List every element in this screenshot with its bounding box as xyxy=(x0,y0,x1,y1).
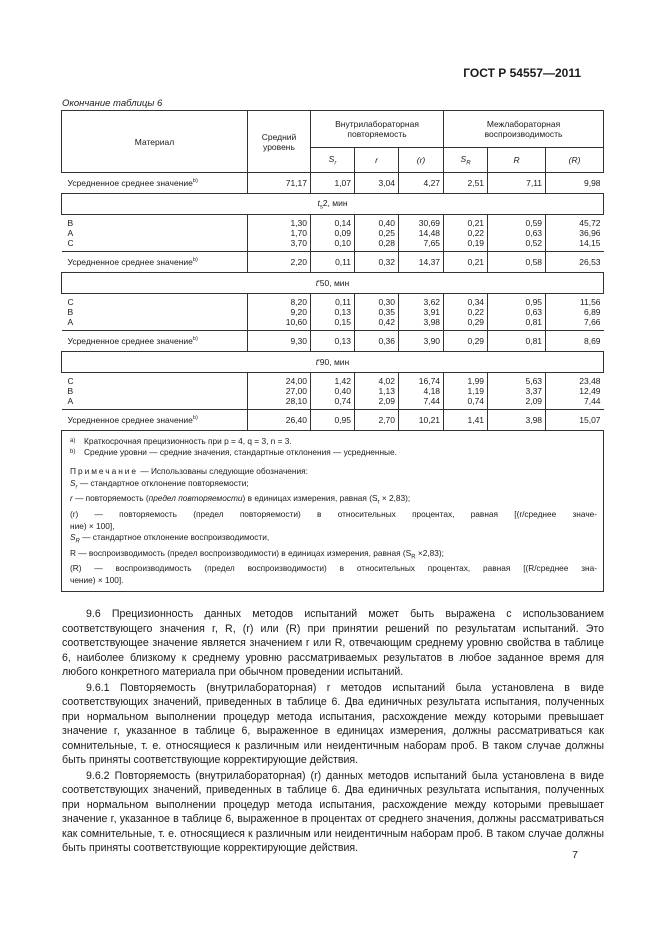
table-cell: 2,51 xyxy=(444,173,488,194)
table-cell: 0,30 xyxy=(355,294,399,308)
body-text xyxy=(62,607,604,857)
table-cell: 0,34 xyxy=(444,294,488,308)
material-cell: А xyxy=(62,317,248,331)
table-cell: 7,65 xyxy=(399,238,444,252)
paragraph-9-6-2: 9.6.2 Повторяемость (внутрилабораторная) (r) данных методов испытаний была установлена в виде соответствующих значений, приведенных в таблице 6. Два единичных результата испытания, полученных при нормальном выполнении процедур метода испытания, расхождение между которыми превышает значение r, указанное в таблице 6, выраженное в процентах от среднего значения, должны рассматриваться как сомнительные, т. е. относящиеся к различным или неидентичным наборам проб. В таком случае должны быть приняты соответствующие корректирующие действия. xyxy=(62,769,604,854)
table-cell: 36,96 xyxy=(546,228,604,238)
material-cell: А xyxy=(62,396,248,410)
table-cell: 0,10 xyxy=(311,238,355,252)
table-cell: 0,15 xyxy=(311,317,355,331)
table-cell: 3,90 xyxy=(399,331,444,352)
material-cell: С xyxy=(67,297,74,307)
table-cell: 8,69 xyxy=(546,331,604,352)
section-title-row xyxy=(62,194,604,215)
material-cell: В xyxy=(67,386,74,396)
table-cell: 2,20 xyxy=(248,252,311,273)
table-cell: 3,04 xyxy=(355,173,399,194)
avg-label: Усредненное среднее значение$^{b)}$ xyxy=(62,252,248,273)
table-cell: 1,07 xyxy=(311,173,355,194)
footnote-a: a) Краткосрочная прецизионность при p = 4, q = 3, n = 3. xyxy=(70,436,292,446)
table-cell: 10,21 xyxy=(399,410,444,431)
table-cell: 0,74 xyxy=(311,396,355,410)
table-cell: 1,42 xyxy=(311,373,355,387)
note-R: R — воспроизводимость (предел воспроизводимости) в единицах измерения, равная $(S_R \times 2,83)$; xyxy=(70,547,444,561)
table-cell: 0,25 xyxy=(355,228,399,238)
table-row xyxy=(62,228,604,238)
material-cell: С xyxy=(67,376,74,386)
section-title: t'90, мин xyxy=(62,352,604,373)
table-cell: 27,00 xyxy=(248,386,311,396)
precision-table-container xyxy=(61,110,603,592)
table-row-average xyxy=(62,331,604,352)
table-row-average xyxy=(62,410,604,431)
table-cell: 0,52 xyxy=(488,238,546,252)
table-cell: 0,36 xyxy=(355,331,399,352)
table-row xyxy=(62,294,604,308)
table-row xyxy=(62,373,604,387)
section-title: $t_s2$, мин xyxy=(62,194,604,215)
precision-table xyxy=(61,110,604,592)
table-cell: 3,98 xyxy=(488,410,546,431)
table-cell: 1,13 xyxy=(355,386,399,396)
table-cell: 0,59 xyxy=(488,215,546,229)
table-row-top-average xyxy=(62,173,604,194)
note-heading: Примечание — Использованы следующие обозначения: xyxy=(70,466,308,477)
section-title: t'50, мин xyxy=(62,273,604,294)
table-cell: 0,09 xyxy=(311,228,355,238)
table-cell: 3,37 xyxy=(488,386,546,396)
table-cell: 3,91 xyxy=(399,307,444,317)
note-R-percent-line1: (R) — воспроизводимость (предел воспроизводимости) в относительных процентах, равная [(R/среднее зна- xyxy=(70,563,598,574)
table-cell: 30,69 xyxy=(399,215,444,229)
col-header-r: r xyxy=(355,148,399,173)
table-cell: 9,20 xyxy=(248,307,311,317)
table-cell: 0,29 xyxy=(444,317,488,331)
table-cell: 0,28 xyxy=(355,238,399,252)
table-sections xyxy=(62,194,604,431)
table-row xyxy=(62,215,604,229)
table-cell: 26,40 xyxy=(248,410,311,431)
table-cell: 11,56 xyxy=(546,294,604,308)
table-cell: 3,62 xyxy=(399,294,444,308)
avg-label: Усредненное среднее значение$^{b)}$ xyxy=(62,331,248,352)
col-header-material: Материал xyxy=(62,111,248,173)
note-r-percent-line2: ние) × 100], xyxy=(70,520,115,531)
material-cell: В xyxy=(67,218,74,228)
table-row xyxy=(62,307,604,317)
note-sr: $S_r$ — стандартное отклонение повторяемости; xyxy=(70,477,249,491)
table-cell: 2,09 xyxy=(488,396,546,410)
table-cell: 8,20 xyxy=(248,294,311,308)
table-cell: 7,44 xyxy=(399,396,444,410)
table-cell: 0,13 xyxy=(311,331,355,352)
table-cell: 3,70 xyxy=(248,238,311,252)
section-title-row xyxy=(62,273,604,294)
table-cell: 7,11 xyxy=(488,173,546,194)
table-cell: 0,40 xyxy=(355,215,399,229)
table-cell: 7,44 xyxy=(546,396,604,410)
table-row xyxy=(62,396,604,410)
table-cell: 0,11 xyxy=(311,252,355,273)
note-sR: $S_R$ — стандартное отклонение воспроизводимости, xyxy=(70,531,270,545)
note-R-percent-line2: чение) × 100]. xyxy=(70,574,124,585)
table-cell: 1,19 xyxy=(444,386,488,396)
table-cell: 14,15 xyxy=(546,238,604,252)
table-row xyxy=(62,386,604,396)
table-cell: 0,63 xyxy=(488,228,546,238)
col-header-R-percent: (R) xyxy=(546,148,604,173)
table-notes xyxy=(62,431,604,592)
table-cell: 0,11 xyxy=(311,294,355,308)
table-row-average xyxy=(62,252,604,273)
table-cell: 0,74 xyxy=(444,396,488,410)
table-cell: 6,89 xyxy=(546,307,604,317)
table-row xyxy=(62,317,604,331)
table-cell: 2,09 xyxy=(355,396,399,410)
paragraph-9-6-1: 9.6.1 Повторяемость (внутрилабораторная) r методов испытаний была установлена в виде соответствующих значений, приведенных в таблице 6. Два единичных результата испытания, полученных при нормальном выполнении процедур метода испытания, расхождение между которыми превышает значение r, указанное в таблице 6, выраженное в единицах измерения, должны рассматриваться как сомнительные, т. е. относящиеся к различным или неидентичным наборам проб. В таком случае должны быть приняты соответствующие корректирующие действия. xyxy=(62,681,604,766)
table-cell: 4,18 xyxy=(399,386,444,396)
table-cell: 71,17 xyxy=(248,173,311,194)
avg-label: Усредненное среднее значение$^{b)}$ xyxy=(62,410,248,431)
note-r-percent-line1: (r) — повторяемость (предел повторяемости) в относительных процентах, равная [(r/среднее значе- xyxy=(70,509,598,520)
group-header-repeatability: Внутрилабораторная повторяемость xyxy=(311,111,444,148)
table-cell: 0,40 xyxy=(311,386,355,396)
col-header-mean-level: Средний уровень xyxy=(248,111,311,173)
table-cell: 2,70 xyxy=(355,410,399,431)
footnote-b: b) Средние уровни — средние значения, стандартные отклонения — усредненные. xyxy=(70,447,397,458)
table-cell: 0,21 xyxy=(444,252,488,273)
table-cell: 4,27 xyxy=(399,173,444,194)
table-cell: 0,29 xyxy=(444,331,488,352)
table-cell: 0,32 xyxy=(355,252,399,273)
table-row xyxy=(62,238,604,252)
table-cell: 0,58 xyxy=(488,252,546,273)
material-cell: С xyxy=(62,238,248,252)
table-cell: 0,81 xyxy=(488,317,546,331)
table-cell: 0,42 xyxy=(355,317,399,331)
table-cell: 10,60 xyxy=(248,317,311,331)
standard-number: ГОСТ Р 54557—2011 xyxy=(463,66,581,80)
table-caption: Окончание таблицы 6 xyxy=(62,98,163,109)
table-cell: 0,22 xyxy=(444,307,488,317)
section-title-row xyxy=(62,352,604,373)
note-r: r — повторяемость (предел повторяемости) в единицах измерения, равная $(S_r \times 2,83)$; xyxy=(70,493,411,507)
table-cell: 1,70 xyxy=(248,228,311,238)
table-cell: 24,00 xyxy=(248,373,311,387)
table-cell: 0,95 xyxy=(311,410,355,431)
table-cell: 0,63 xyxy=(488,307,546,317)
table-cell: 14,37 xyxy=(399,252,444,273)
table-cell: 0,19 xyxy=(444,238,488,252)
material-cell: В xyxy=(67,307,74,317)
page-number: 7 xyxy=(572,849,578,861)
table-cell: 45,72 xyxy=(546,215,604,229)
table-cell: 0,35 xyxy=(355,307,399,317)
table-cell: 9,98 xyxy=(546,173,604,194)
table-cell: 1,30 xyxy=(248,215,311,229)
table-cell: 26,53 xyxy=(546,252,604,273)
group-header-reproducibility: Межлабораторная воспроизводимость xyxy=(444,111,604,148)
table-cell: 0,22 xyxy=(444,228,488,238)
material-cell: А xyxy=(67,228,74,238)
table-cell: 7,66 xyxy=(546,317,604,331)
table-cell: 0,14 xyxy=(311,215,355,229)
table-cell: 16,74 xyxy=(399,373,444,387)
table-cell: 5,63 xyxy=(488,373,546,387)
table-cell: 28,10 xyxy=(248,396,311,410)
table-cell: 0,95 xyxy=(488,294,546,308)
col-header-sR: $S_R$ xyxy=(444,148,488,173)
table-cell: 0,21 xyxy=(444,215,488,229)
table-cell: 15,07 xyxy=(546,410,604,431)
col-header-r-percent: (r) xyxy=(399,148,444,173)
col-header-R: R xyxy=(488,148,546,173)
table-cell: 0,81 xyxy=(488,331,546,352)
table-cell: 9,30 xyxy=(248,331,311,352)
avg-label: Усредненное среднее значение$^{b)}$ xyxy=(62,173,248,194)
table-cell: 14,48 xyxy=(399,228,444,238)
table-cell: 0,13 xyxy=(311,307,355,317)
table-cell: 1,41 xyxy=(444,410,488,431)
table-cell: 1,99 xyxy=(444,373,488,387)
table-cell: 4,02 xyxy=(355,373,399,387)
table-cell: 23,48 xyxy=(546,373,604,387)
paragraph-9-6: 9.6 Прецизионность данных методов испытаний может быть выражена с использованием соответствующего значения r, R, (r) или (R) при принятии решений по результатам испытаний. Это соответствующее значение является значением r или R, отвечающим среднему уровню свойства в таблице 6, наиболее близкому к среднему уровню рассматриваемых результатов в любое заданное время для любого конкретного материала при обычном проведении испытаний. xyxy=(62,608,604,678)
table-cell: 3,98 xyxy=(399,317,444,331)
table-cell: 12,49 xyxy=(546,386,604,396)
col-header-sr: $S_r$ xyxy=(311,148,355,173)
